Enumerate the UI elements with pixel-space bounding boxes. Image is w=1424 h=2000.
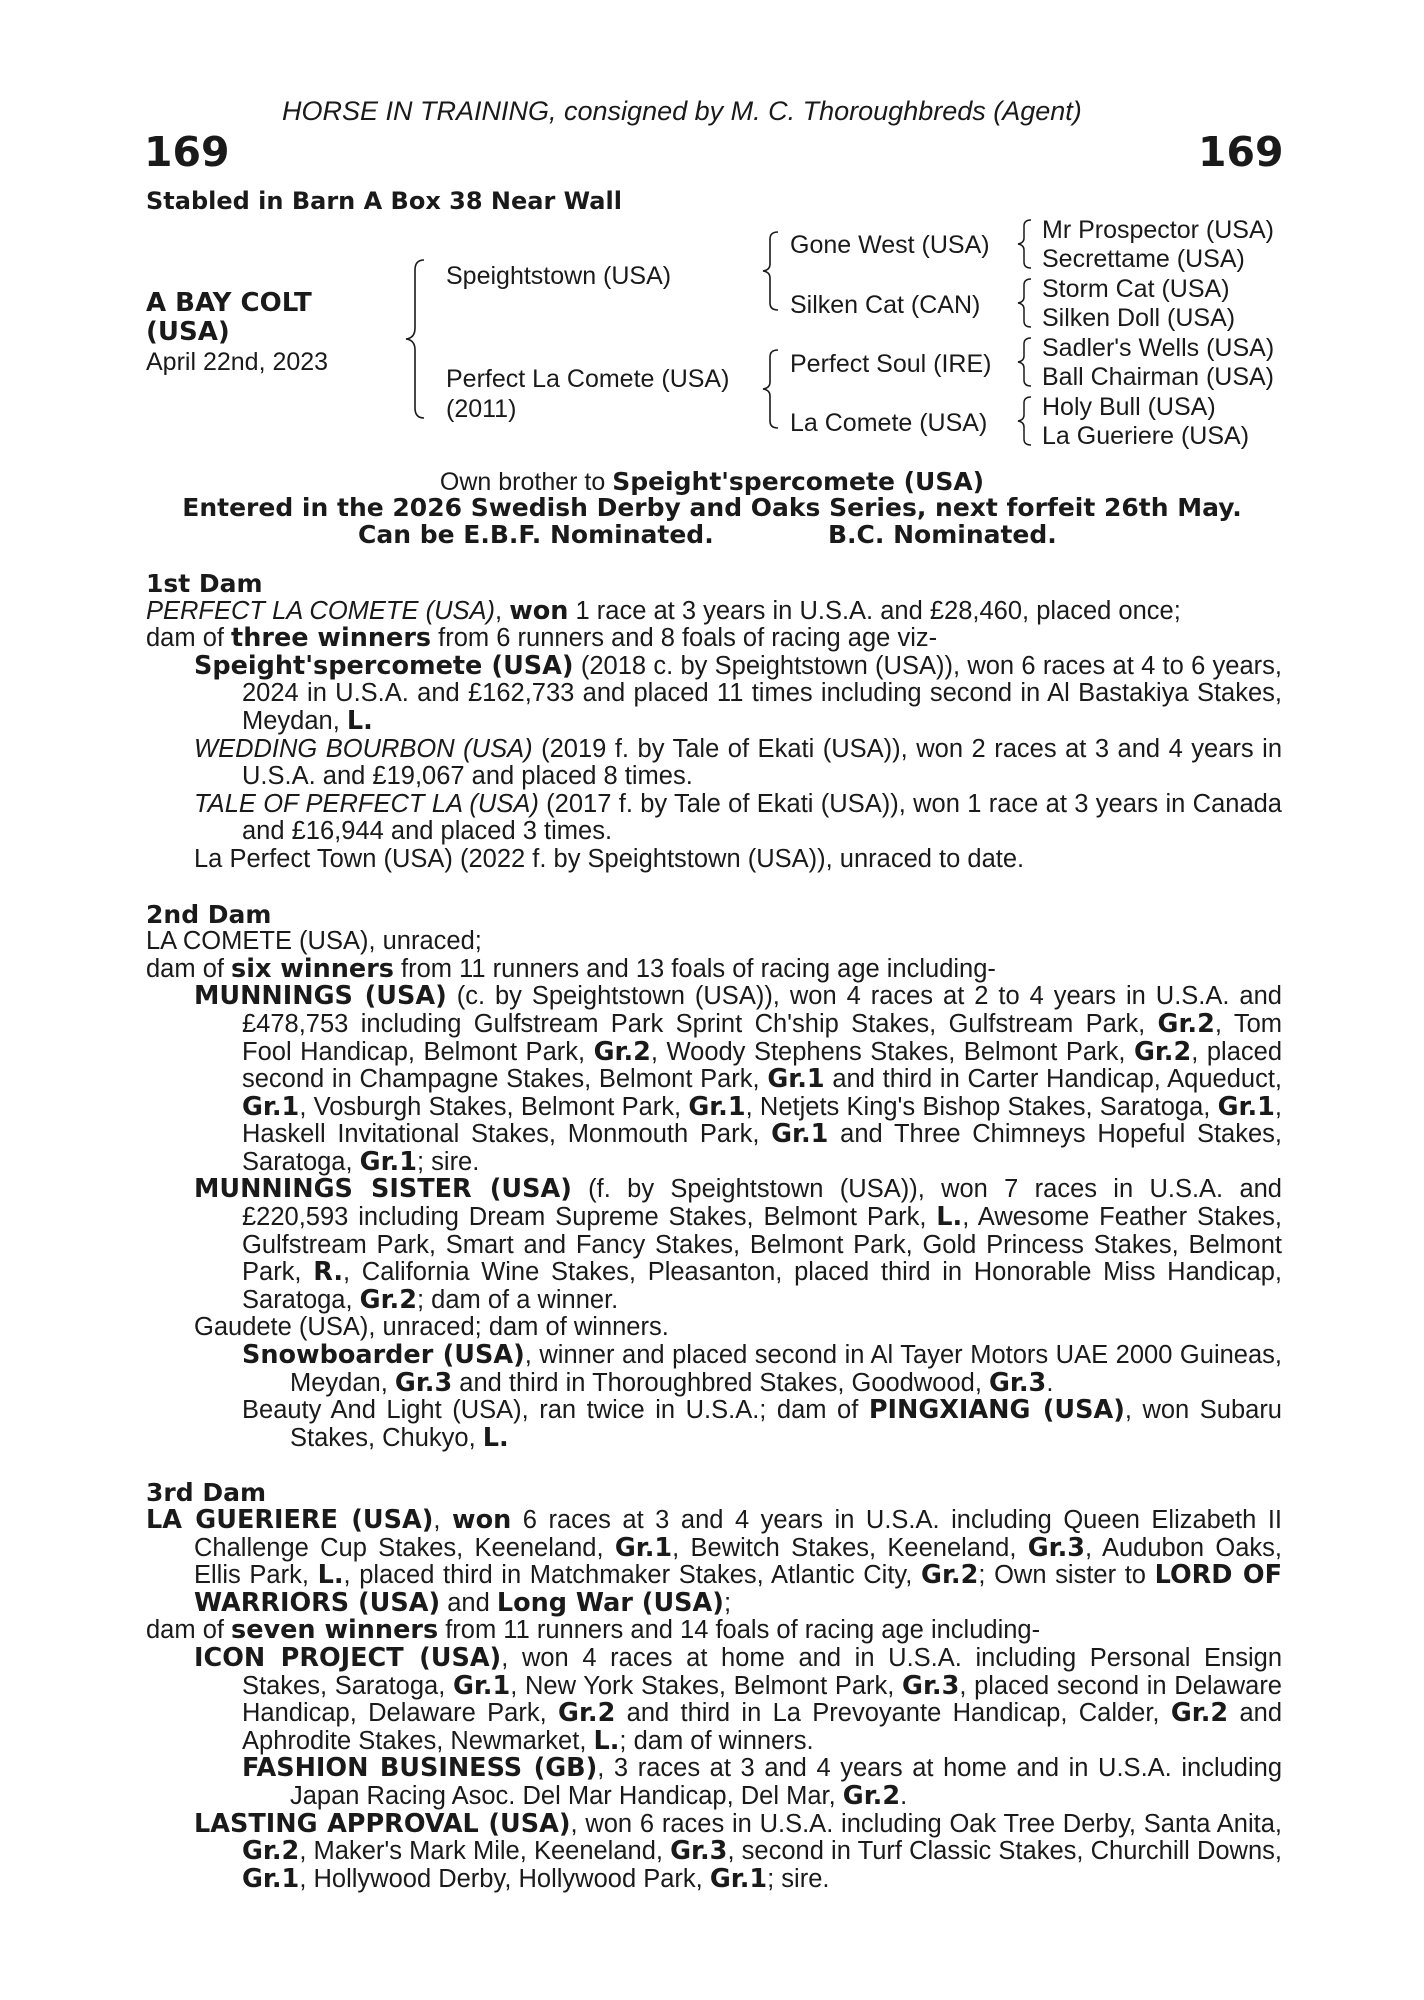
- second-dam-record: LA COMETE (USA), unraced;: [146, 927, 482, 956]
- pedigree-sd-sire: Storm Cat (USA): [1042, 275, 1230, 303]
- offspring-speightspercomete: Speight'spercomete (USA) (2018 c. by Speightstown (USA)), won 6 races at 4 to 6 years, 2024 in U.S.A. and £162,733 and placed 11 times including second in Al Bastakiya Stakes, Meydan, L.: [194, 650, 1282, 736]
- pedigree-dam-year: (2011): [446, 395, 517, 423]
- stabled-location: Stabled in Barn A Box 38 Near Wall: [146, 187, 622, 215]
- first-dam-record: PERFECT LA COMETE (USA), won 1 race at 3 years in U.S.A. and £28,460, placed once;: [146, 595, 1181, 626]
- offspring-icon-project: ICON PROJECT (USA), won 4 races at home and in U.S.A. including Personal Ensign Stakes, Saratoga, Gr.1, New York Stakes, Belmont Park, Gr.3, placed second in Delaware Handicap, Delaware Park, Gr.2 and third in La Prevoyante Handicap, Calder, Gr.2 and Aphrodite Stakes, Newmarket, L.; dam of winners.: [194, 1642, 1283, 1756]
- horse-country: (USA): [146, 317, 230, 347]
- pedigree-brace-silken-cat: [1013, 277, 1035, 329]
- first-dam-produce-summary: dam of three winners from 6 runners and 8 foals of racing age viz-: [146, 623, 938, 654]
- offspring-munnings: MUNNINGS (USA) (c. by Speightstown (USA)), won 4 races at 2 to 4 years in U.S.A. and £478,753 including Gulfstream Park Sprint Ch'ship Stakes, Gulfstream Park, Gr.2, Tom Fool Handicap, Belmont Park, Gr.2, Woody Stephens Stakes, Belmont Park, Gr.2, placed second in Champagne Stakes, Belmont Park, Gr.1 and third in Carter Handicap, Aqueduct, Gr.1, Vosburgh Stakes, Belmont Park, Gr.1, Netjets King's Bishop Stakes, Saratoga, Gr.1, Haskell Invitational Stakes, Monmouth Park, Gr.1 and Three Chimneys Hopeful Stakes, Saratoga, Gr.1; sire.: [194, 981, 1283, 1177]
- pedigree-brace-sire: [758, 230, 782, 312]
- consignor-line: HORSE IN TRAINING, consigned by M. C. Thoroughbreds (Agent): [282, 96, 1082, 126]
- pedigree-ss-dam: Secrettame (USA): [1042, 245, 1245, 273]
- pedigree-dd-dam: La Gueriere (USA): [1042, 422, 1250, 450]
- entered-note: Entered in the 2026 Swedish Derby and Oaks Series, next forfeit 26th May.: [182, 493, 1242, 522]
- lot-number-left: 169: [144, 128, 230, 176]
- offspring-fashion-business: FASHION BUSINESS (GB), 3 races at 3 and 4 years at home and in U.S.A. including Japan Racing Asoc. Del Mar Handicap, Del Mar, Gr.2.: [242, 1753, 1282, 1811]
- pedigree-ds-dam: Ball Chairman (USA): [1042, 363, 1275, 391]
- pedigree-ss-sire: Mr Prospector (USA): [1042, 216, 1274, 244]
- ebf-note: Can be E.B.F. Nominated.: [358, 520, 714, 549]
- lot-number-right: 169: [1198, 128, 1284, 176]
- pedigree-brace-main: [400, 258, 430, 420]
- offspring-gaudete: Gaudete (USA), unraced; dam of winners.: [194, 1313, 669, 1342]
- pedigree-dam: Perfect La Comete (USA): [446, 365, 730, 393]
- own-brother-note: Own brother to Speight'spercomete (USA): [439, 467, 985, 496]
- foaling-date: April 22nd, 2023: [146, 348, 329, 376]
- offspring-beauty-and-light: Beauty And Light (USA), ran twice in U.S.A.; dam of PINGXIANG (USA), won Subaru Stakes, Chukyo, L.: [242, 1395, 1282, 1453]
- offspring-lasting-approval: LASTING APPROVAL (USA), won 6 races in U.S.A. including Oak Tree Derby, Santa Anita, Gr.2, Maker's Mark Mile, Keeneland, Gr.3, second in Turf Classic Stakes, Churchill Downs, Gr.1, Hollywood Derby, Hollywood Park, Gr.1; sire.: [194, 1808, 1282, 1894]
- pedigree-brace-perfect-soul: [1013, 336, 1035, 388]
- horse-description: A BAY COLT: [146, 288, 312, 318]
- pedigree-dam-dam: La Comete (USA): [790, 409, 988, 437]
- third-dam-heading: 3rd Dam: [146, 1478, 266, 1508]
- bc-note: B.C. Nominated.: [828, 520, 1057, 549]
- pedigree-sd-dam: Silken Doll (USA): [1042, 304, 1236, 332]
- second-dam-heading: 2nd Dam: [146, 899, 272, 929]
- offspring-tale-of-perfect-la: TALE OF PERFECT LA (USA) (2017 f. by Tale of Ekati (USA)), won 1 race at 3 years in Canada and £16,944 and placed 3 times.: [194, 789, 1282, 846]
- pedigree-ds-sire: Sadler's Wells (USA): [1042, 334, 1275, 362]
- offspring-snowboarder: Snowboarder (USA), winner and placed second in Al Tayer Motors UAE 2000 Guineas, Meydan, Gr.3 and third in Thoroughbred Stakes, Goodwood, Gr.3.: [242, 1340, 1282, 1398]
- pedigree-dam-sire: Perfect Soul (IRE): [790, 350, 992, 378]
- offspring-wedding-bourbon: WEDDING BOURBON (USA) (2019 f. by Tale of Ekati (USA)), won 2 races at 3 and 4 years in U.S.A. and £19,067 and placed 8 times.: [194, 734, 1282, 791]
- pedigree-sire-dam: Silken Cat (CAN): [790, 291, 981, 319]
- second-dam-produce-summary: dam of six winners from 11 runners and 13 foals of racing age including-: [146, 953, 996, 984]
- offspring-munnings-sister: MUNNINGS SISTER (USA) (f. by Speightstown (USA)), won 7 races in U.S.A. and £220,593 including Dream Supreme Stakes, Belmont Park, L., Awesome Feather Stakes, Gulfstream Park, Smart and Fancy Stakes, Belmont Park, Gold Princess Stakes, Belmont Park, R., California Wine Stakes, Pleasanton, placed third in Honorable Miss Handicap, Saratoga, Gr.2; dam of a winner.: [194, 1174, 1282, 1315]
- own-brother-name: Speight'spercomete (USA): [612, 467, 985, 496]
- third-dam-record: LA GUERIERE (USA), won 6 races at 3 and 4 years in U.S.A. including Queen Elizabeth II Challenge Cup Stakes, Keeneland, Gr.1, Bewitch Stakes, Keeneland, Gr.3, Audubon Oaks, Ellis Park, L., placed third in Matchmaker Stakes, Atlantic City, Gr.2; Own sister to LORD OF WARRIORS (USA) and Long War (USA);: [146, 1505, 1283, 1618]
- offspring-la-perfect-town: La Perfect Town (USA) (2022 f. by Speightstown (USA)), unraced to date.: [194, 844, 1025, 873]
- pedigree-sire: Speightstown (USA): [446, 262, 672, 290]
- pedigree-brace-dam: [758, 348, 782, 430]
- first-dam-heading: 1st Dam: [146, 569, 263, 598]
- pedigree-sire-sire: Gone West (USA): [790, 231, 990, 259]
- pedigree-dd-sire: Holy Bull (USA): [1042, 393, 1216, 421]
- produce-record: [146, 570, 1282, 1893]
- pedigree-brace-gone-west: [1013, 218, 1035, 270]
- third-dam-produce-summary: dam of seven winners from 11 runners and 14 foals of racing age including-: [146, 1615, 1041, 1646]
- pedigree-brace-la-comete: [1013, 395, 1035, 447]
